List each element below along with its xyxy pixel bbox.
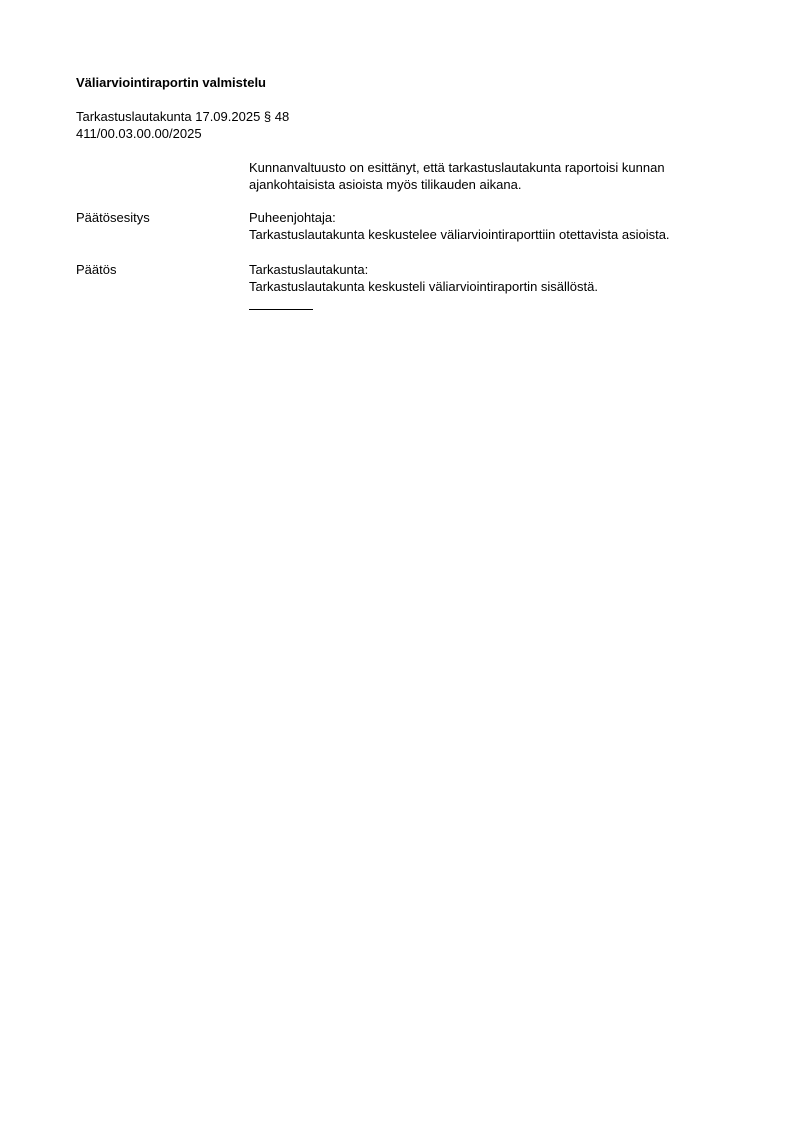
record-number: 411/00.03.00.00/2025 bbox=[76, 126, 202, 141]
decision-body: Tarkastuslautakunta: bbox=[249, 262, 369, 277]
intro-text-line-1: Kunnanvaltuusto on esittänyt, että tarkastuslautakunta raportoisi kunnan bbox=[249, 160, 665, 175]
intro-text-line-2: ajankohtaisista asioista myös tilikauden aikana. bbox=[249, 177, 522, 192]
meeting-line: Tarkastuslautakunta 17.09.2025 § 48 bbox=[76, 109, 290, 124]
proposal-text: Tarkastuslautakunta keskustelee väliarviointiraporttiin otettavista asioista. bbox=[249, 227, 670, 242]
decision-text: Tarkastuslautakunta keskusteli väliarviointiraportin sisällöstä. bbox=[249, 279, 598, 294]
decision-label: Päätös bbox=[76, 262, 117, 277]
proposal-label: Päätösesitys bbox=[76, 210, 150, 225]
proposal-presenter: Puheenjohtaja: bbox=[249, 210, 336, 225]
document-title: Väliarviointiraportin valmistelu bbox=[76, 75, 266, 90]
end-rule-divider bbox=[249, 309, 313, 310]
